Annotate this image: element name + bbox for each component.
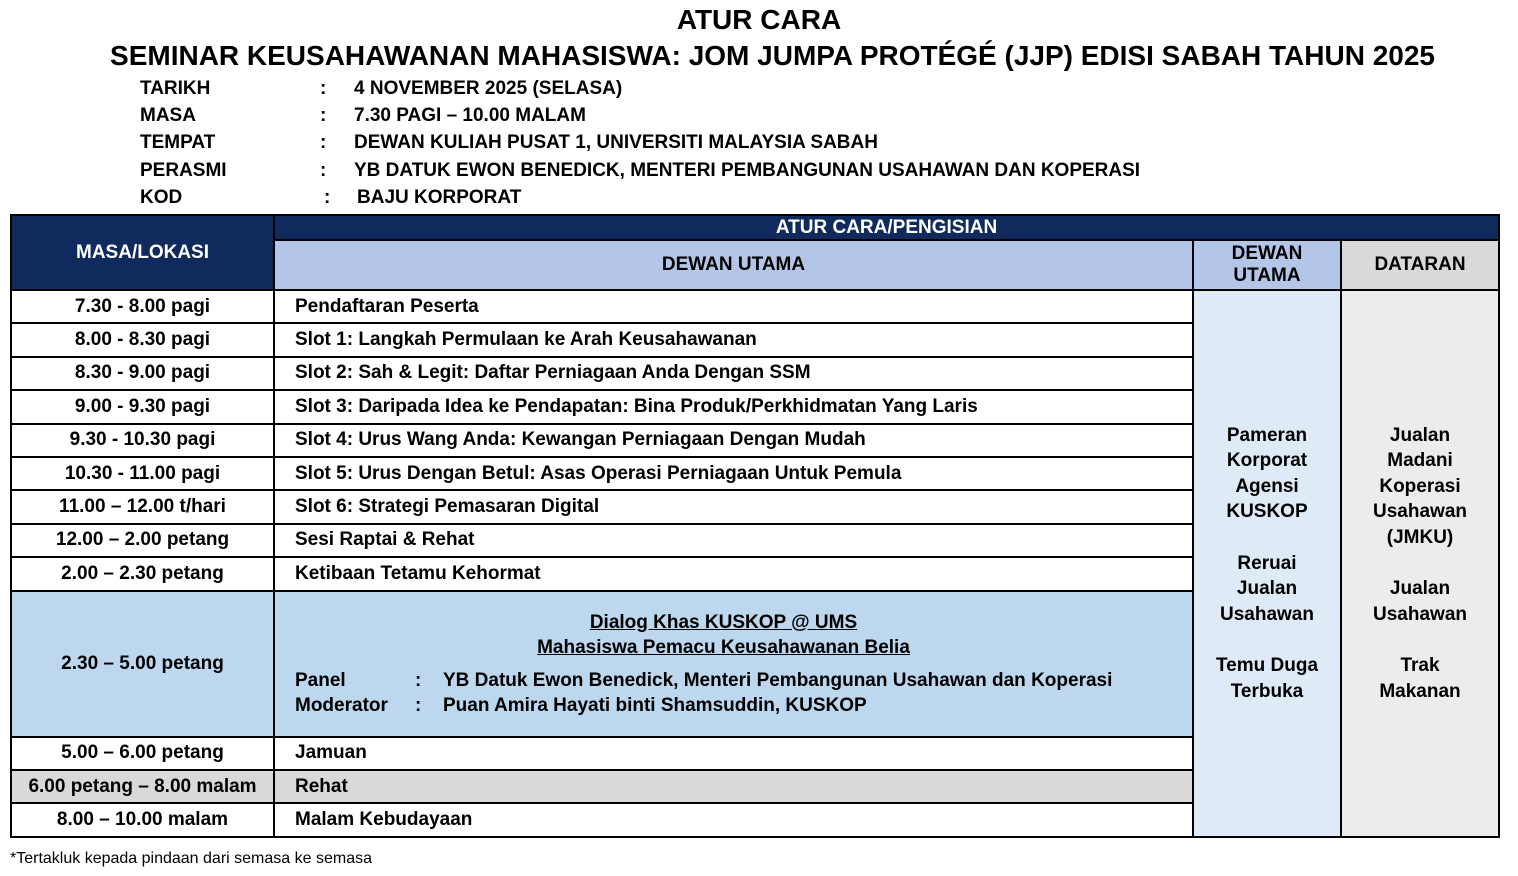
time-cell: 7.30 - 8.00 pagi bbox=[11, 290, 274, 323]
dewan-item: Usahawan bbox=[1220, 603, 1314, 625]
time-cell: 10.30 - 11.00 pagi bbox=[11, 457, 274, 490]
time-cell: 11.00 – 12.00 t/hari bbox=[11, 490, 274, 523]
activity-cell: Slot 2: Sah & Legit: Daftar Perniagaan Anda Dengan SSM bbox=[274, 357, 1193, 390]
time-cell: 2.30 – 5.00 petang bbox=[11, 591, 274, 737]
header-main-hall-side bbox=[1193, 240, 1341, 290]
activity-cell: Rehat bbox=[274, 770, 1193, 803]
moderator-label: Moderator bbox=[295, 694, 388, 716]
info-value: DEWAN KULIAH PUSAT 1, UNIVERSITI MALAYSIA SABAH bbox=[354, 132, 878, 154]
event-title: SEMINAR KEUSAHAWANAN MAHASISWA: JOM JUMPA PROTÉGÉ (JJP) EDISI SABAH TAHUN 2025 bbox=[110, 40, 1435, 71]
panel-line bbox=[295, 668, 1192, 693]
dewan-item: Pameran bbox=[1226, 424, 1308, 446]
activity-cell: Sesi Raptai & Rehat bbox=[274, 524, 1193, 557]
moderator-value: Puan Amira Hayati binti Shamsuddin, KUSKOP bbox=[443, 694, 867, 716]
dialog-title: Dialog Khas KUSKOP @ UMS bbox=[589, 611, 858, 633]
header-program: ATUR CARA/PENGISIAN bbox=[274, 215, 1499, 240]
dewan-item: Temu Duga bbox=[1215, 655, 1319, 677]
dewan-item: Reruai bbox=[1237, 552, 1297, 574]
header-time-location: MASA/LOKASI bbox=[11, 215, 274, 290]
panel-colon: : bbox=[415, 669, 422, 691]
activity-cell: Pendaftaran Peserta bbox=[274, 290, 1193, 323]
info-label: PERASMI bbox=[140, 159, 227, 181]
dataran-item: Usahawan bbox=[1373, 603, 1467, 625]
info-label: TARIKH bbox=[140, 78, 211, 99]
header-dataran: DATARAN bbox=[1341, 240, 1499, 290]
time-cell: 8.00 - 8.30 pagi bbox=[11, 323, 274, 356]
info-colon: : bbox=[320, 132, 327, 154]
dialog-subtitle: Mahasiswa Pemacu Keusahawanan Belia bbox=[537, 636, 910, 658]
info-value: 7.30 PAGI – 10.00 MALAM bbox=[354, 105, 586, 127]
dataran-item: (JMKU) bbox=[1386, 526, 1454, 548]
table-row bbox=[11, 290, 1499, 323]
moderator-line bbox=[295, 693, 1192, 718]
info-value: BAJU KORPORAT bbox=[357, 186, 522, 208]
panel-label: Panel bbox=[295, 669, 346, 691]
info-colon: : bbox=[320, 78, 327, 99]
info-label: TEMPAT bbox=[140, 132, 216, 154]
activity-cell: Slot 6: Strategi Pemasaran Digital bbox=[274, 490, 1193, 523]
dewan-activities-cell bbox=[1193, 290, 1341, 837]
info-label: MASA bbox=[140, 105, 196, 127]
activity-cell: Slot 1: Langkah Permulaan ke Arah Keusahawanan bbox=[274, 323, 1193, 356]
info-colon: : bbox=[320, 159, 327, 181]
header-main-hall: DEWAN UTAMA bbox=[274, 240, 1193, 290]
time-cell: 5.00 – 6.00 petang bbox=[11, 737, 274, 770]
time-cell: 12.00 – 2.00 petang bbox=[11, 524, 274, 557]
activity-cell: Slot 3: Daripada Idea ke Pendapatan: Bina Produk/Perkhidmatan Yang Laris bbox=[274, 390, 1193, 423]
activity-cell: Slot 5: Urus Dengan Betul: Asas Operasi Perniagaan Untuk Pemula bbox=[274, 457, 1193, 490]
time-cell: 9.30 - 10.30 pagi bbox=[11, 424, 274, 457]
info-colon: : bbox=[320, 105, 327, 127]
dataran-item: Jualan bbox=[1389, 424, 1451, 446]
page-title: ATUR CARA bbox=[676, 4, 842, 35]
dataran-item: Jualan bbox=[1389, 578, 1451, 600]
info-value: 4 NOVEMBER 2025 (SELASA) bbox=[354, 78, 623, 99]
dataran-activities-cell bbox=[1341, 290, 1499, 837]
info-colon: : bbox=[324, 186, 331, 208]
activity-cell: Slot 4: Urus Wang Anda: Kewangan Perniagaan Dengan Mudah bbox=[274, 424, 1193, 457]
moderator-colon: : bbox=[415, 694, 422, 716]
activity-cell: Malam Kebudayaan bbox=[274, 803, 1193, 836]
panel-value: YB Datuk Ewon Benedick, Menteri Pembangunan Usahawan dan Koperasi bbox=[443, 669, 1113, 691]
dialog-cell bbox=[274, 591, 1193, 737]
activity-cell: Jamuan bbox=[274, 737, 1193, 770]
dewan-item: Jualan bbox=[1236, 578, 1298, 600]
activity-cell: Ketibaan Tetamu Kehormat bbox=[274, 557, 1193, 590]
footnote: *Tertakluk kepada pindaan dari semasa ke semasa bbox=[10, 850, 372, 867]
info-label: KOD bbox=[140, 186, 183, 208]
dataran-item: Makanan bbox=[1379, 680, 1461, 702]
dewan-item: KUSKOP bbox=[1226, 501, 1308, 523]
dewan-item: Terbuka bbox=[1230, 680, 1304, 702]
dataran-item: Koperasi bbox=[1379, 475, 1461, 497]
time-cell: 2.00 – 2.30 petang bbox=[11, 557, 274, 590]
dataran-item: Trak bbox=[1400, 655, 1440, 677]
time-cell: 8.00 – 10.00 malam bbox=[11, 803, 274, 836]
time-cell: 9.00 - 9.30 pagi bbox=[11, 390, 274, 423]
schedule-table bbox=[10, 214, 1500, 838]
dewan-item: Agensi bbox=[1235, 475, 1299, 497]
time-cell: 8.30 - 9.00 pagi bbox=[11, 357, 274, 390]
info-value: YB DATUK EWON BENEDICK, MENTERI PEMBANGUNAN USAHAWAN DAN KOPERASI bbox=[354, 159, 1141, 181]
time-cell: 6.00 petang – 8.00 malam bbox=[11, 770, 274, 803]
dataran-item: Madani bbox=[1387, 450, 1453, 472]
dewan-item: Korporat bbox=[1226, 450, 1308, 472]
header-dewan-text: DEWAN UTAMA bbox=[1231, 243, 1303, 286]
dataran-item: Usahawan bbox=[1373, 501, 1467, 523]
